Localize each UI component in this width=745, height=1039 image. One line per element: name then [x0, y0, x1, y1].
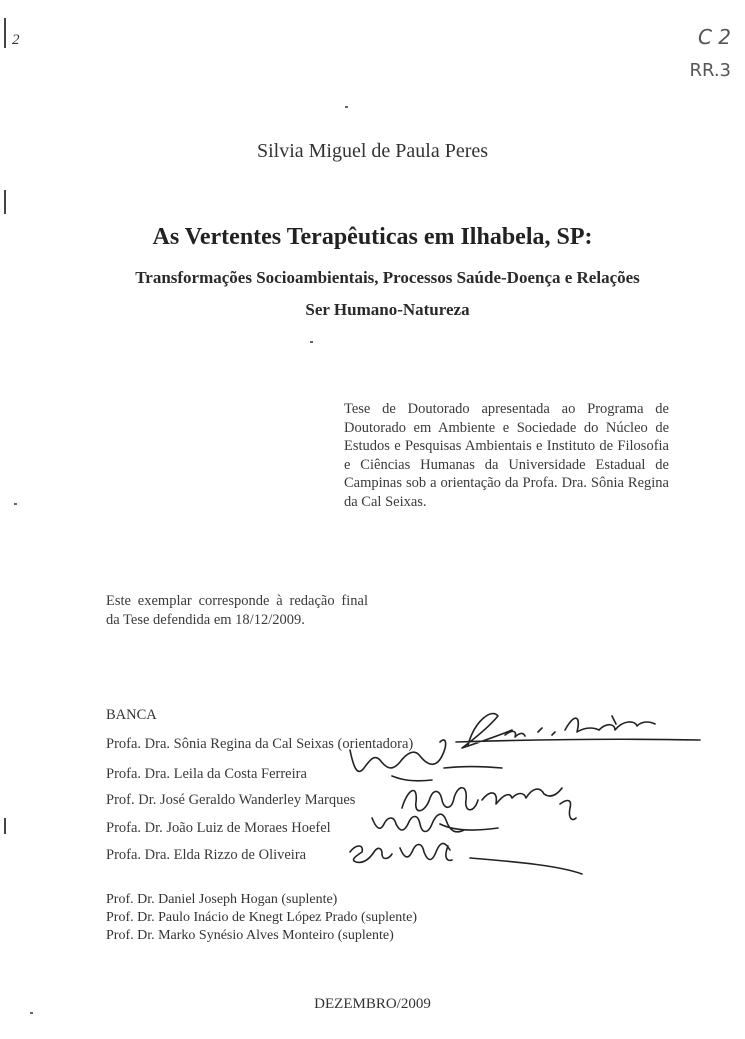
signature-4 [372, 814, 498, 832]
alternate-member: Prof. Dr. Daniel Joseph Hogan (suplente) [106, 892, 338, 907]
signature-1 [456, 714, 700, 748]
alternate-member: Prof. Dr. Paulo Inácio de Knegt López Prado (suplente) [106, 910, 418, 925]
thesis-title: As Vertentes Terapêuticas em Ilhabela, SP: [152, 224, 593, 250]
subtitle-line-2: Ser Humano-Natureza [305, 300, 470, 319]
author-name: Silvia Miguel de Paula Peres [256, 140, 489, 162]
committee-member: Prof. Dr. José Geraldo Wanderley Marques [106, 792, 356, 808]
committee-member: Profa. Dr. João Luiz de Moraes Hoefel [106, 820, 331, 836]
committee-member: Profa. Dra. Leila da Costa Ferreira [106, 766, 307, 782]
committee-heading: BANCA [106, 707, 157, 723]
committee-member: Profa. Dra. Elda Rizzo de Oliveira [106, 847, 307, 863]
signature-5 [350, 843, 582, 874]
signature-2 [350, 740, 502, 781]
corner-annotation-line-1: C 2 [697, 25, 731, 49]
committee-member: Profa. Dra. Sônia Regina da Cal Seixas (orientadora) [106, 736, 414, 752]
corner-annotation-line-2: RR.3 [689, 60, 731, 81]
page-number: 2 [12, 32, 20, 48]
signature-3 [402, 788, 576, 820]
thesis-presentation: Tese de Doutorado apresentada ao Programa de Doutorado em Ambiente e Sociedade do Núcleo de Estudos e Pesquisas Ambientais e Instituto de Filosofia e Ciências Humanas da Universidade Estadual de Campinas sob a orientação da Profa. Dra. Sônia Regina da Cal Seixas. [344, 401, 669, 510]
document-date: DEZEMBRO/2009 [314, 996, 431, 1012]
copy-note: Este exemplar corresponde à redação final da Tese defendida em 18/12/2009. [106, 593, 368, 628]
alternate-member: Prof. Dr. Marko Synésio Alves Monteiro (suplente) [106, 928, 394, 943]
subtitle-line-1: Transformações Socioambientais, Processos Saúde-Doença e Relações [135, 268, 640, 287]
